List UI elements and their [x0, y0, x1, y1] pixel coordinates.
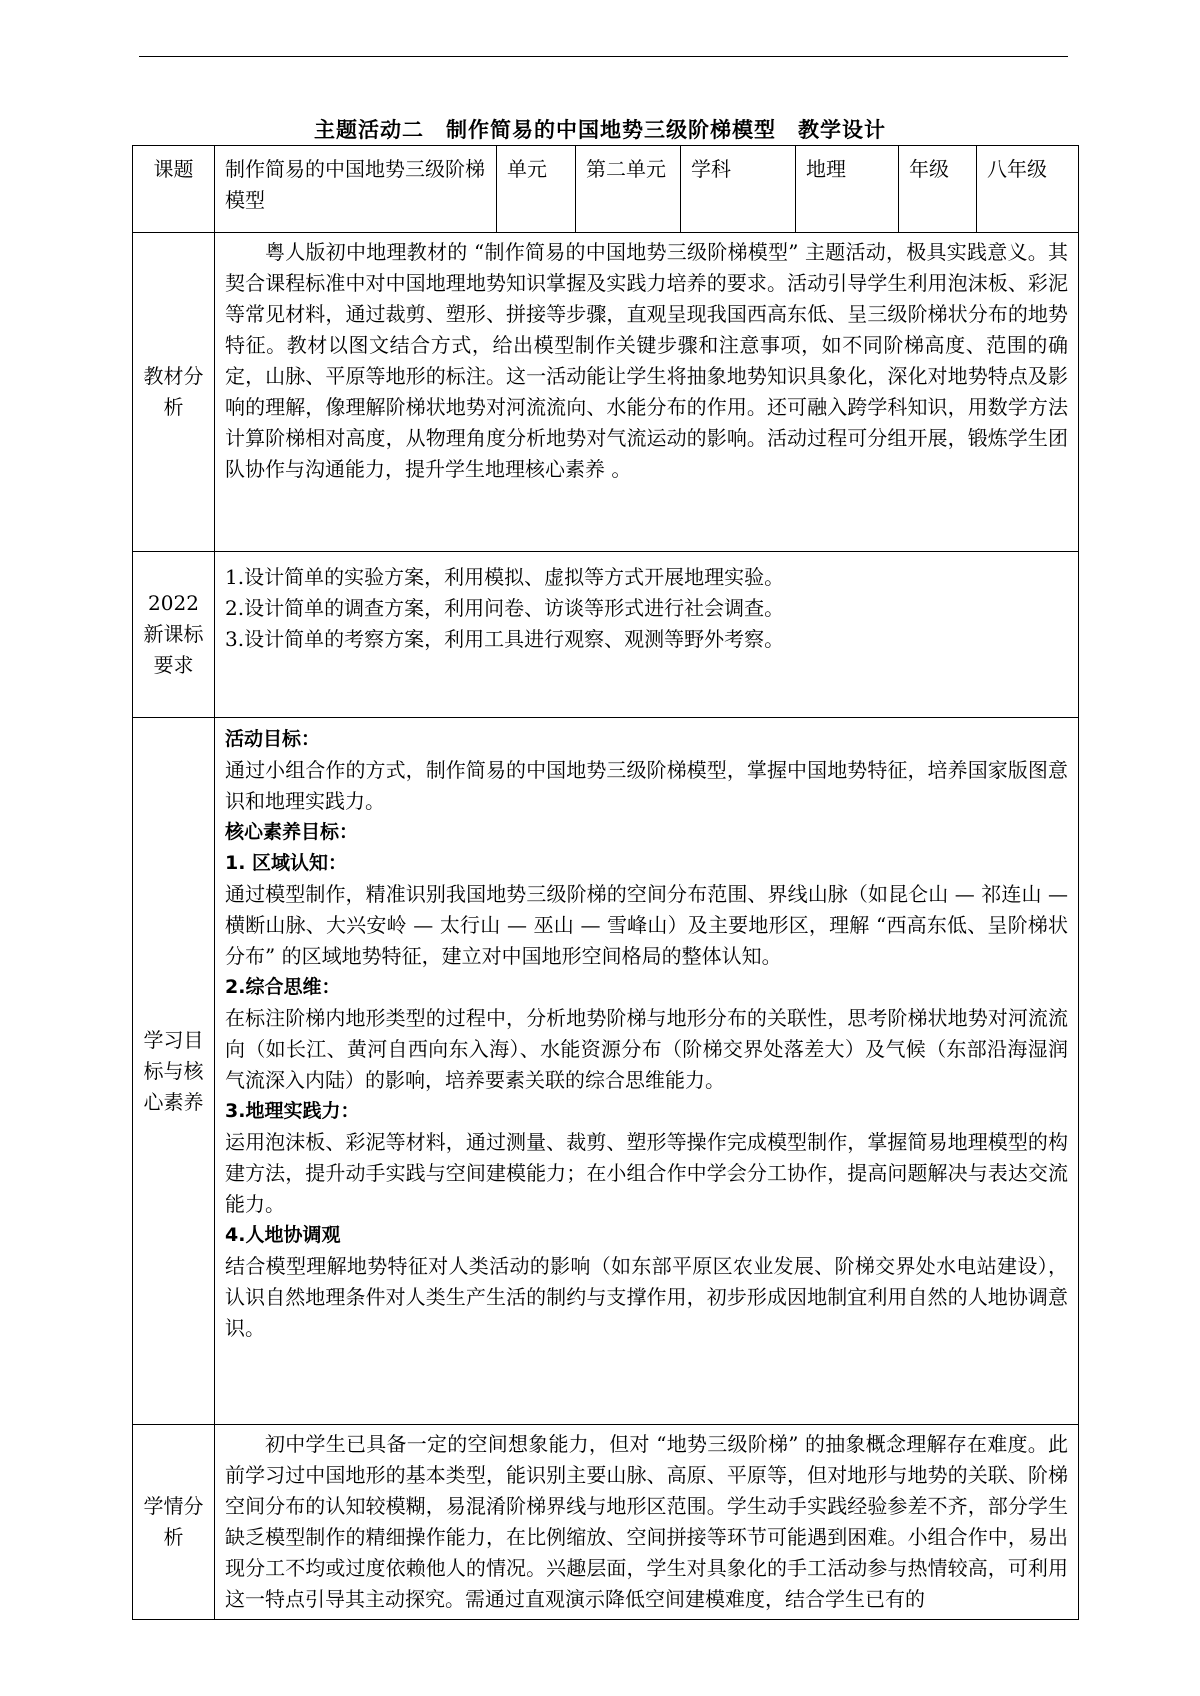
subject-value: 地理 [796, 146, 899, 233]
curriculum-standard-label: 2022新课标要求 [133, 552, 215, 718]
standard-item: 1.设计简单的实验方案，利用模拟、虚拟等方式开展地理实验。 [225, 565, 785, 589]
curriculum-standard-cell [215, 552, 1079, 718]
topic-label: 课题 [133, 146, 215, 233]
textbook-analysis-cell [215, 233, 1079, 552]
unit-value: 第二单元 [576, 146, 681, 233]
student-analysis-text: 初中学生已具备一定的空间想象能力，但对 “地势三级阶梯” 的抽象概念理解存在难度。此前学习过中国地形的基本类型，能识别主要山脉、高原、平原等，但对地形与地势的关联、阶梯空间分布的认知较模糊，易混淆阶梯界线与地形区范围。学生动手实践经验参差不齐，部分学生缺乏模型制作的精细操作能力，在比例缩放、空间拼接等环节可能遇到困难。小组合作中，易出现分工不均或过度依赖他人的情况。兴趣层面，学生对具象化的手工活动参与热情较高，可利用这一特点引导其主动探究。需通过直观演示降低空间建模难度，结合学生已有的 [225, 1432, 1068, 1611]
grade-value: 八年级 [977, 146, 1079, 233]
literacy-section-text: 结合模型理解地势特征对人类活动的影响（如东部平原区农业发展、阶梯交界处水电站建设），认识自然地理条件对人类生产生活的制约与支撑作用，初步形成因地制宜利用自然的人地协调意识。 [225, 1254, 1068, 1340]
header-rule [139, 56, 1068, 57]
subject-label: 学科 [681, 146, 796, 233]
document-title: 主题活动二 制作简易的中国地势三级阶梯模型 教学设计 [314, 118, 886, 142]
literacy-section-heading: 2.综合思维： [225, 976, 341, 998]
goals-label: 学习目标与核心素养 [133, 718, 215, 1425]
lesson-plan-table [132, 145, 1079, 1620]
topic-value: 制作简易的中国地势三级阶梯模型 [215, 146, 497, 233]
goals-row [133, 718, 1079, 1425]
grade-label: 年级 [899, 146, 977, 233]
literacy-section-text: 运用泡沫板、彩泥等材料，通过测量、裁剪、塑形等操作完成模型制作，掌握简易地理模型的构建方法，提升动手实践与空间建模能力；在小组合作中学会分工协作，提高问题解决与表达交流能力。 [225, 1130, 1068, 1216]
student-analysis-cell [215, 1425, 1079, 1620]
activity-goal-heading: 活动目标： [225, 728, 321, 750]
student-analysis-row [133, 1425, 1079, 1620]
standard-item: 3.设计简单的考察方案，利用工具进行观察、观测等野外考察。 [225, 627, 785, 651]
literacy-section-text: 在标注阶梯内地形类型的过程中，分析地势阶梯与地形分布的关联性，思考阶梯状地势对河流流向（如长江、黄河自西向东入海）、水能资源分布（阶梯交界处落差大）及气候（东部沿海湿润气流深入内陆）的影响，培养要素关联的综合思维能力。 [225, 1006, 1068, 1092]
literacy-section-heading: 3.地理实践力： [225, 1100, 360, 1122]
core-literacy-heading: 核心素养目标： [225, 821, 359, 843]
student-analysis-label: 学情分析 [133, 1425, 215, 1620]
standard-item: 2.设计简单的调查方案，利用问卷、访谈等形式进行社会调查。 [225, 596, 785, 620]
literacy-section-heading: 4.人地协调观 [225, 1224, 341, 1246]
unit-label: 单元 [497, 146, 576, 233]
textbook-analysis-row [133, 233, 1079, 552]
textbook-analysis-text: 粤人版初中地理教材的 “制作简易的中国地势三级阶梯模型” 主题活动，极具实践意义。其契合课程标准中对中国地理地势知识掌握及实践力培养的要求。活动引导学生利用泡沫板、彩泥等常见材料，通过裁剪、塑形、拼接等步骤，直观呈现我国西高东低、呈三级阶梯状分布的地势特征。教材以图文结合方式，给出模型制作关键步骤和注意事项，如不同阶梯高度、范围的确定，山脉、平原等地形的标注。这一活动能让学生将抽象地势知识具象化，深化对地势特点及影响的理解，像理解阶梯状地势对河流流向、水能分布的作用。还可融入跨学科知识，用数学方法计算阶梯相对高度，从物理角度分析地势对气流运动的影响。活动过程可分组开展，锻炼学生团队协作与沟通能力，提升学生地理核心素养 。 [225, 240, 1068, 481]
goals-cell [215, 718, 1079, 1425]
activity-goal-text: 通过小组合作的方式，制作简易的中国地势三级阶梯模型，掌握中国地势特征，培养国家版图意识和地理实践力。 [225, 758, 1068, 813]
curriculum-standard-row [133, 552, 1079, 718]
literacy-section-text: 通过模型制作，精准识别我国地势三级阶梯的空间分布范围、界线山脉（如昆仑山 — 祁连山 — 横断山脉、大兴安岭 — 太行山 — 巫山 — 雪峰山）及主要地形区，理解 “西高东低、呈阶梯状分布” 的区域地势特征，建立对中国地形空间格局的整体认知。 [225, 882, 1068, 968]
textbook-analysis-label: 教材分析 [133, 233, 215, 552]
literacy-section-heading: 1. 区域认知： [225, 852, 348, 874]
header-row [133, 146, 1079, 233]
